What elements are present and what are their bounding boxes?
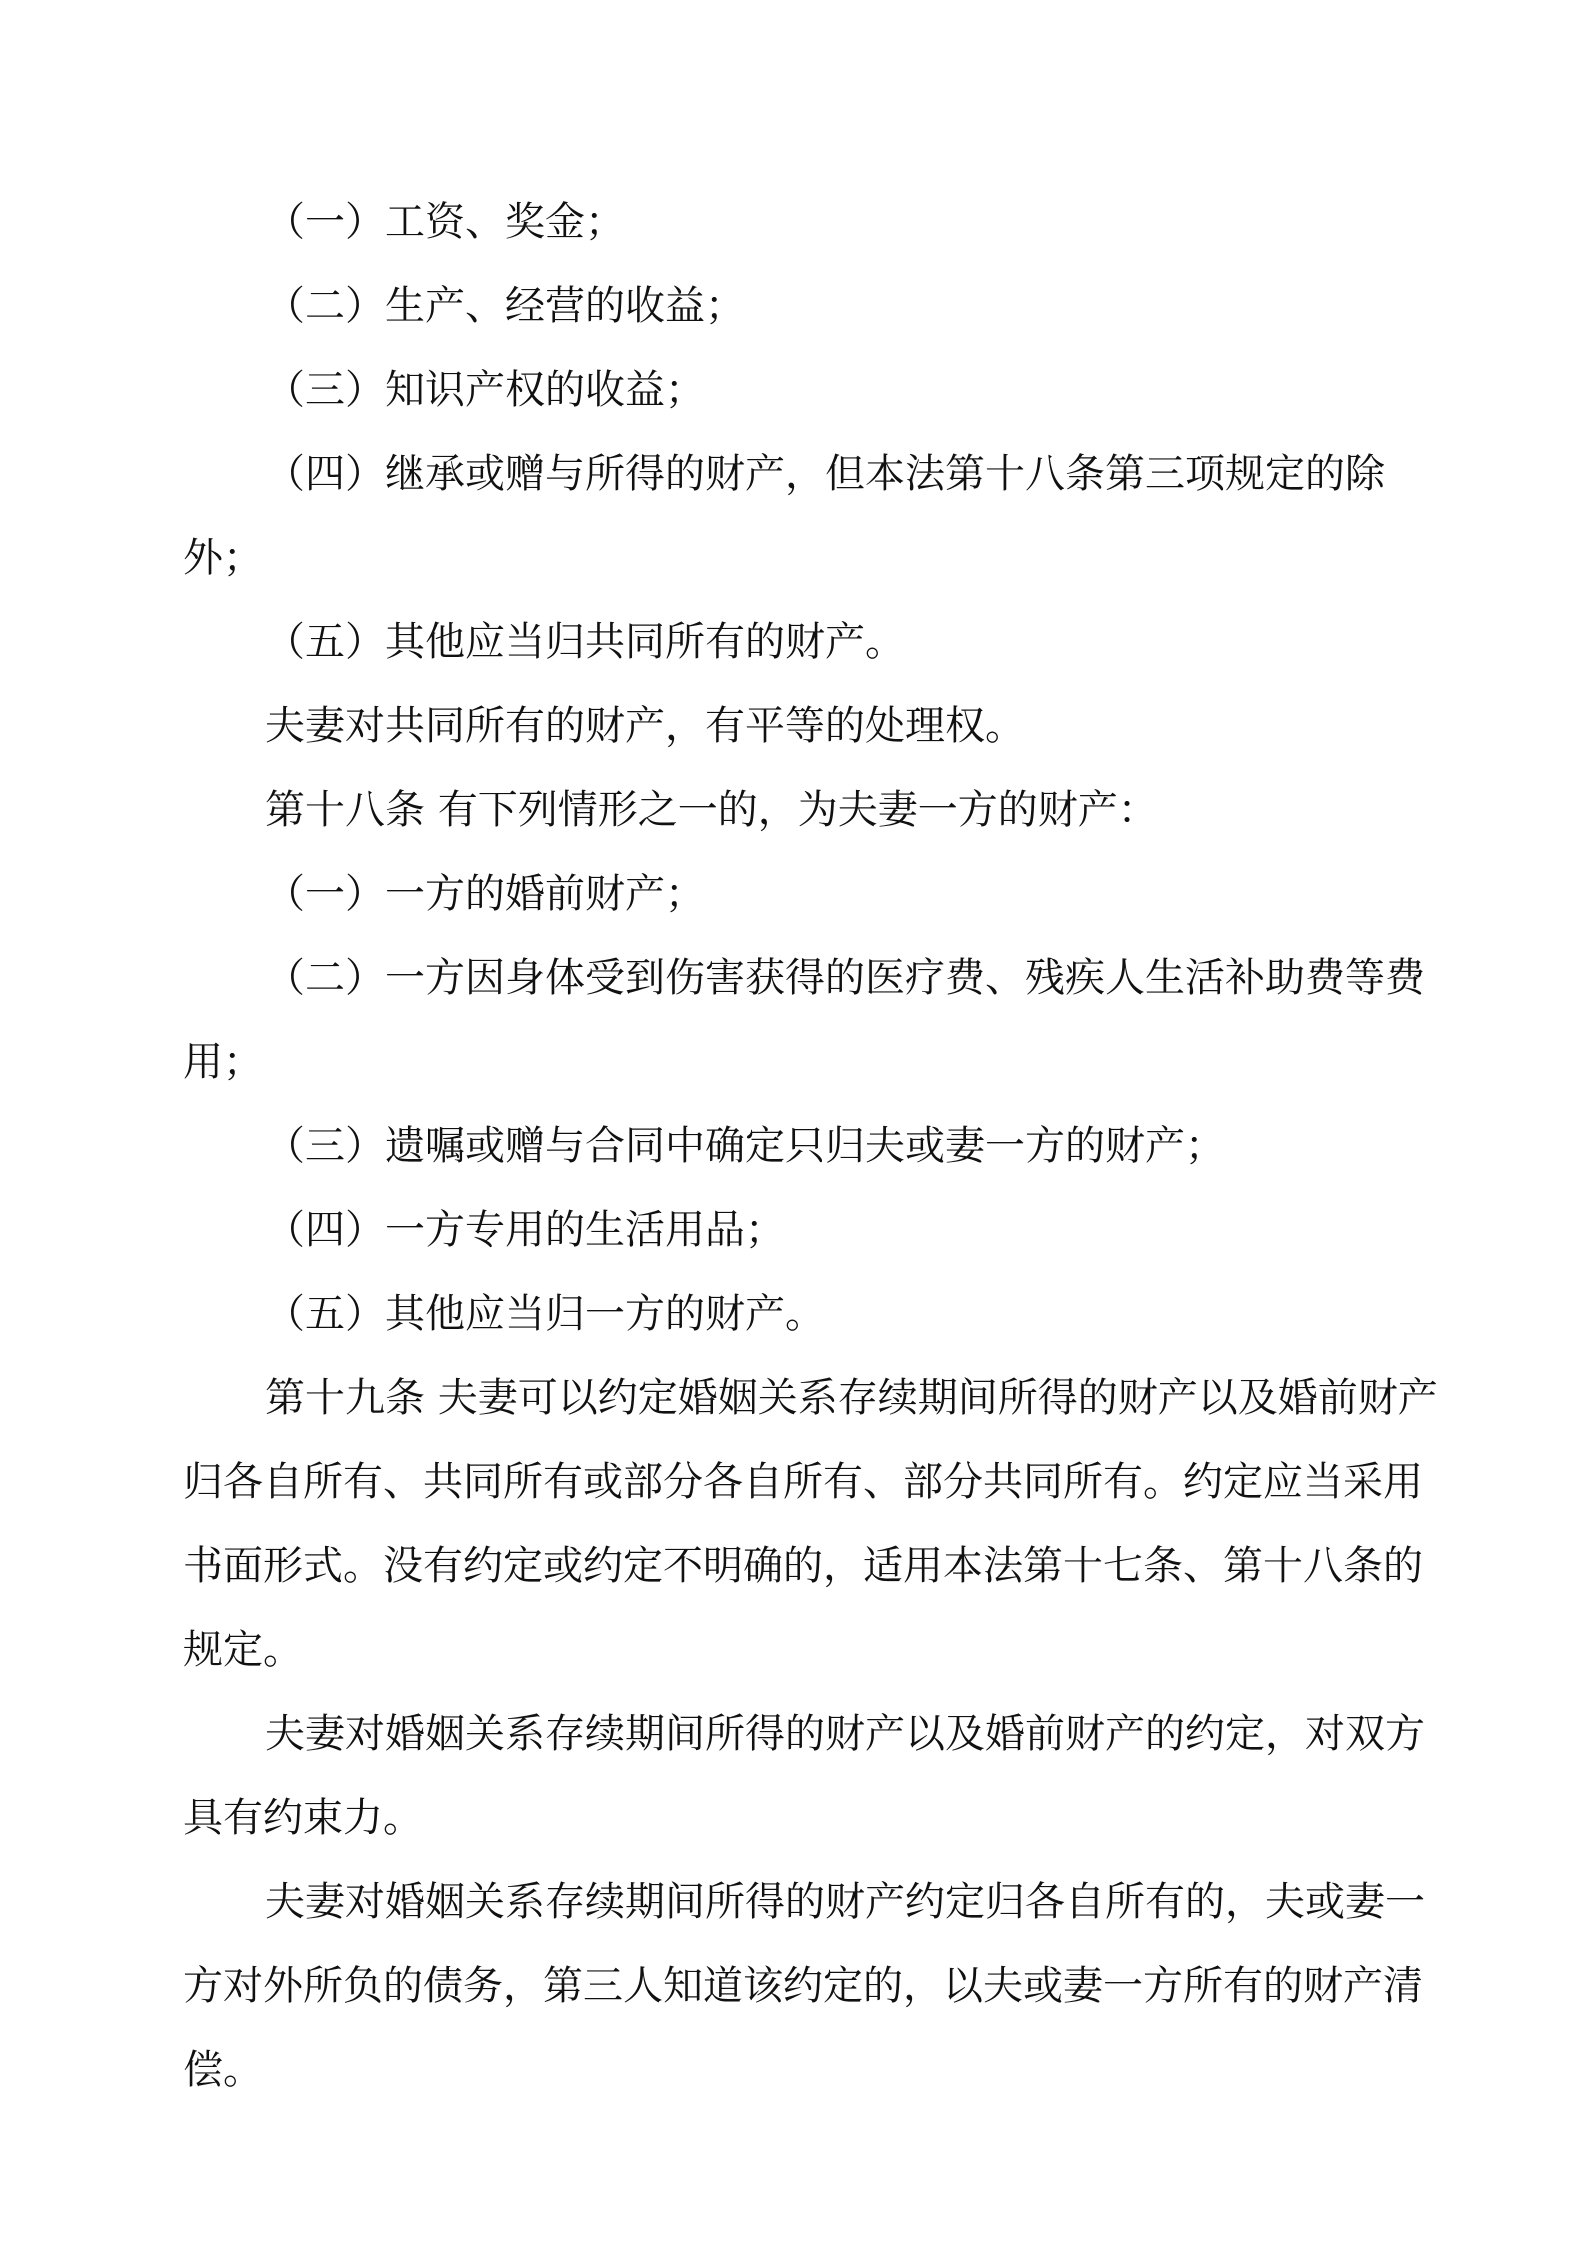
paragraph-9: （二）一方因身体受到伤害获得的医疗费、残疾人生活补助费等费用；	[183, 955, 1425, 1085]
paragraph-13: 第十九条 夫妻可以约定婚姻关系存续期间所得的财产以及婚前财产归各自所有、共同所有或部分各自所有、部分共同所有。约定应当采用书面形式。没有约定或约定不明确的，适用本法第十七条、第十八条的规定。	[183, 1375, 1438, 1673]
paragraph-2: （二）生产、经营的收益；	[265, 283, 745, 329]
paragraph-1: （一）工资、奖金；	[265, 199, 625, 245]
paragraph-15: 夫妻对婚姻关系存续期间所得的财产约定归各自所有的，夫或妻一方对外所负的债务，第三人知道该约定的，以夫或妻一方所有的财产清偿。	[183, 1879, 1425, 2093]
paragraph-4: （四）继承或赠与所得的财产，但本法第十八条第三项规定的除外；	[183, 451, 1385, 581]
document-body	[183, 180, 1445, 2112]
paragraph-5: （五）其他应当归共同所有的财产。	[265, 619, 905, 665]
paragraph-3: （三）知识产权的收益；	[265, 367, 705, 413]
paragraph-6: 夫妻对共同所有的财产，有平等的处理权。	[265, 703, 1025, 749]
paragraph-8: （一）一方的婚前财产；	[265, 871, 705, 917]
paragraph-10: （三）遗嘱或赠与合同中确定只归夫或妻一方的财产；	[265, 1123, 1225, 1169]
paragraph-12: （五）其他应当归一方的财产。	[265, 1291, 825, 1337]
paragraph-11: （四）一方专用的生活用品；	[265, 1207, 785, 1253]
paragraph-14: 夫妻对婚姻关系存续期间所得的财产以及婚前财产的约定，对双方具有约束力。	[183, 1711, 1425, 1841]
paragraph-7: 第十八条 有下列情形之一的，为夫妻一方的财产：	[265, 787, 1158, 833]
